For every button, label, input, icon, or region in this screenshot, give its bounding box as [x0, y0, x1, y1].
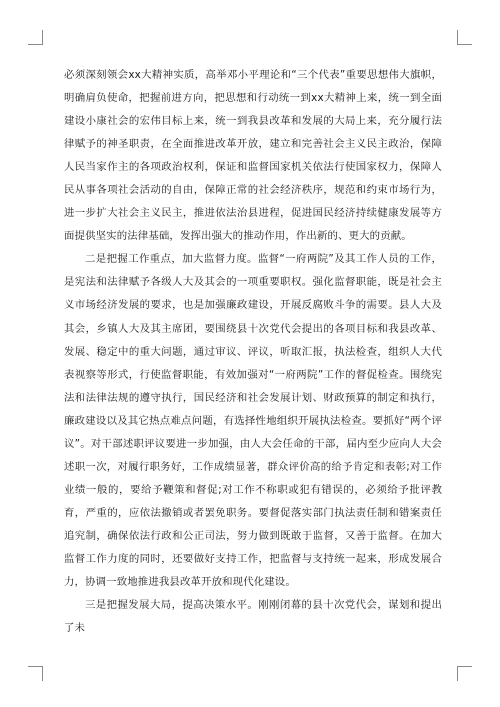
paragraph-2: 二是把握工作重点，加大监督力度。监督“一府两院”及其工作人员的工作，是宪法和法律赋予各级人大及其会的一项重要职权。强化监督职能，既是社会主义市场经济发展的要求，也是加强廉政建设，开展反腐败斗争的需要。县人大及其会，乡镇人大及其主席团，要围绕县十次党代会提出的各项目标和我县改革、发展、稳定中的重大问题，通过审议、评议，听取汇报，执法检查，组织人大代表视察等形式，行使监督职能，有效加强对“一府两院”工作的督促检查。围绕宪法和法律法规的遵守执行，国民经济和社会发展计划、财政预算的制定和执行，廉政建设以及其它热点难点问题，有选择性地组织开展执法检查。要抓好“两个评议”。对干部述职评议要进一步加强，由人大会任命的干部，届内至少应向人大会述职一次，对履行职务好，工作成绩显著，群众评价高的给予肯定和表彰;对工作业绩一般的，要给予鞭策和督促;对工作不称职或犯有错误的，必须给予批评教育，严重的，应依法撤销或者罢免职务。要督促落实部门执法责任制和错案责任追究制，确保依法行政和公正司法，努力做到既敢于监督，又善于监督。在加大监督工作力度的同时，还要做好支持工作，把监督与支持统一起来，形成发展合力，协调一致地推进我县改革开放和现代化建设。 [64, 253, 442, 589]
paragraph-1: 必须深刻领会xx大精神实质，高举邓小平理论和“三个代表”重要思想伟大旗帜，明确肩负使命，把握前进方向，把思想和行动统一到xx大精神上来，统一到全面建设小康社会的宏伟目标上来，统一到我县改革和发展的大局上来，充分履行法律赋予的神圣职责，在全面推进改革开放，建立和完善社会主义民主政治，保障人民当家作主的各项政治权利，保证和监督国家机关依法行使国家权力，保障人民从事各项社会活动的自由，保障正常的社会经济秩序，规范和约束市场行为，进一步扩大社会主义民主，推进依法治县进程，促进国民经济持续健康发展等方面提供坚实的法律基础，发挥出强大的推动作用，作出新的、更大的贡献。 [64, 69, 442, 243]
document-body [64, 64, 442, 640]
crop-mark-top-right [457, 30, 472, 45]
crop-mark-bottom-left [28, 666, 43, 681]
crop-mark-bottom-right [457, 666, 472, 681]
paragraph-3: 三是把握发展大局，提高决策水平。刚刚闭幕的县十次党代会，谋划和提出了未 [64, 599, 442, 635]
crop-mark-top-left [28, 30, 43, 45]
